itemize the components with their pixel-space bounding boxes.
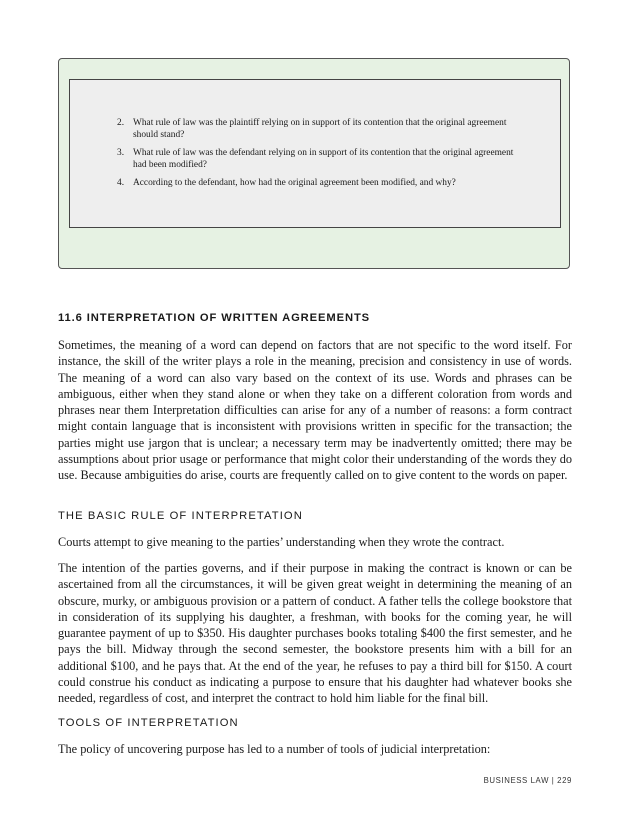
question-item <box>117 147 517 171</box>
question-number: 3. <box>117 148 125 158</box>
question-text: What rule of law was the plaintiff relying on in support of its contention that the original agreement should stand? <box>133 118 507 140</box>
basic-rule-paragraph-2: The intention of the parties governs, and if their purpose in making the contract is known or can be ascertained from all the circumstances, it will be given great weight in determining the meaning of an obscure, murky, or ambiguous provision or a pattern of conduct. A father tells the college bookstore that in consideration of its supplying his daughter, a freshman, with books for the coming year, he will guarantee payment of up to $350. His daughter purchases books totaling $400 the first semester, and he pays the bill. Midway through the second semester, the bookstore presents him with a bill for an additional $100, and he pays that. At the end of the year, he refuses to pay a third bill for $150. A court could construe his conduct as indicating a purpose to ensure that his daughter had whatever books she needed, regardless of cost, and interpret the contract to hold him liable for the final bill. <box>58 561 572 706</box>
question-text: According to the defendant, how had the original agreement been modified, and why? <box>133 178 456 188</box>
section-intro-paragraph: Sometimes, the meaning of a word can depend on factors that are not specific to the word itself. For instance, the skill of the writer plays a role in the meaning, precision and consistency in use of words. The meaning of a word can also vary based on the context of its use. Words and phrases can be ambiguous, either when they stand alone or when they take on a different coloration from words and phrases near them Interpretation difficulties can arise for any of a number of reasons: a form contract might contain language that is inconsistent with provisions written in specific for the transaction; the parties might use jargon that is unclear; a necessary term may be inadvertently omitted; there may be assumptions about prior usage or performance that might color their understanding of the words they do use. Because ambiguities do arise, courts are frequently called on to give content to the words on paper. <box>58 338 572 483</box>
question-item <box>117 177 517 189</box>
question-number: 4. <box>117 178 125 188</box>
question-text: What rule of law was the defendant relying on in support of its contention that the original agreement had been modified? <box>133 148 514 170</box>
question-number: 2. <box>117 118 125 128</box>
page-footer: BUSINESS LAW | 229 <box>483 776 572 785</box>
question-item <box>117 117 517 141</box>
basic-rule-heading: THE BASIC RULE OF INTERPRETATION <box>58 510 303 522</box>
exercise-question-list <box>117 117 517 195</box>
tools-heading: TOOLS OF INTERPRETATION <box>58 717 239 729</box>
tools-paragraph: The policy of uncovering purpose has led to a number of tools of judicial interpretation: <box>58 742 491 756</box>
basic-rule-paragraph-1: Courts attempt to give meaning to the parties’ understanding when they wrote the contract. <box>58 535 505 549</box>
section-heading: 11.6 INTERPRETATION OF WRITTEN AGREEMENTS <box>58 312 371 324</box>
